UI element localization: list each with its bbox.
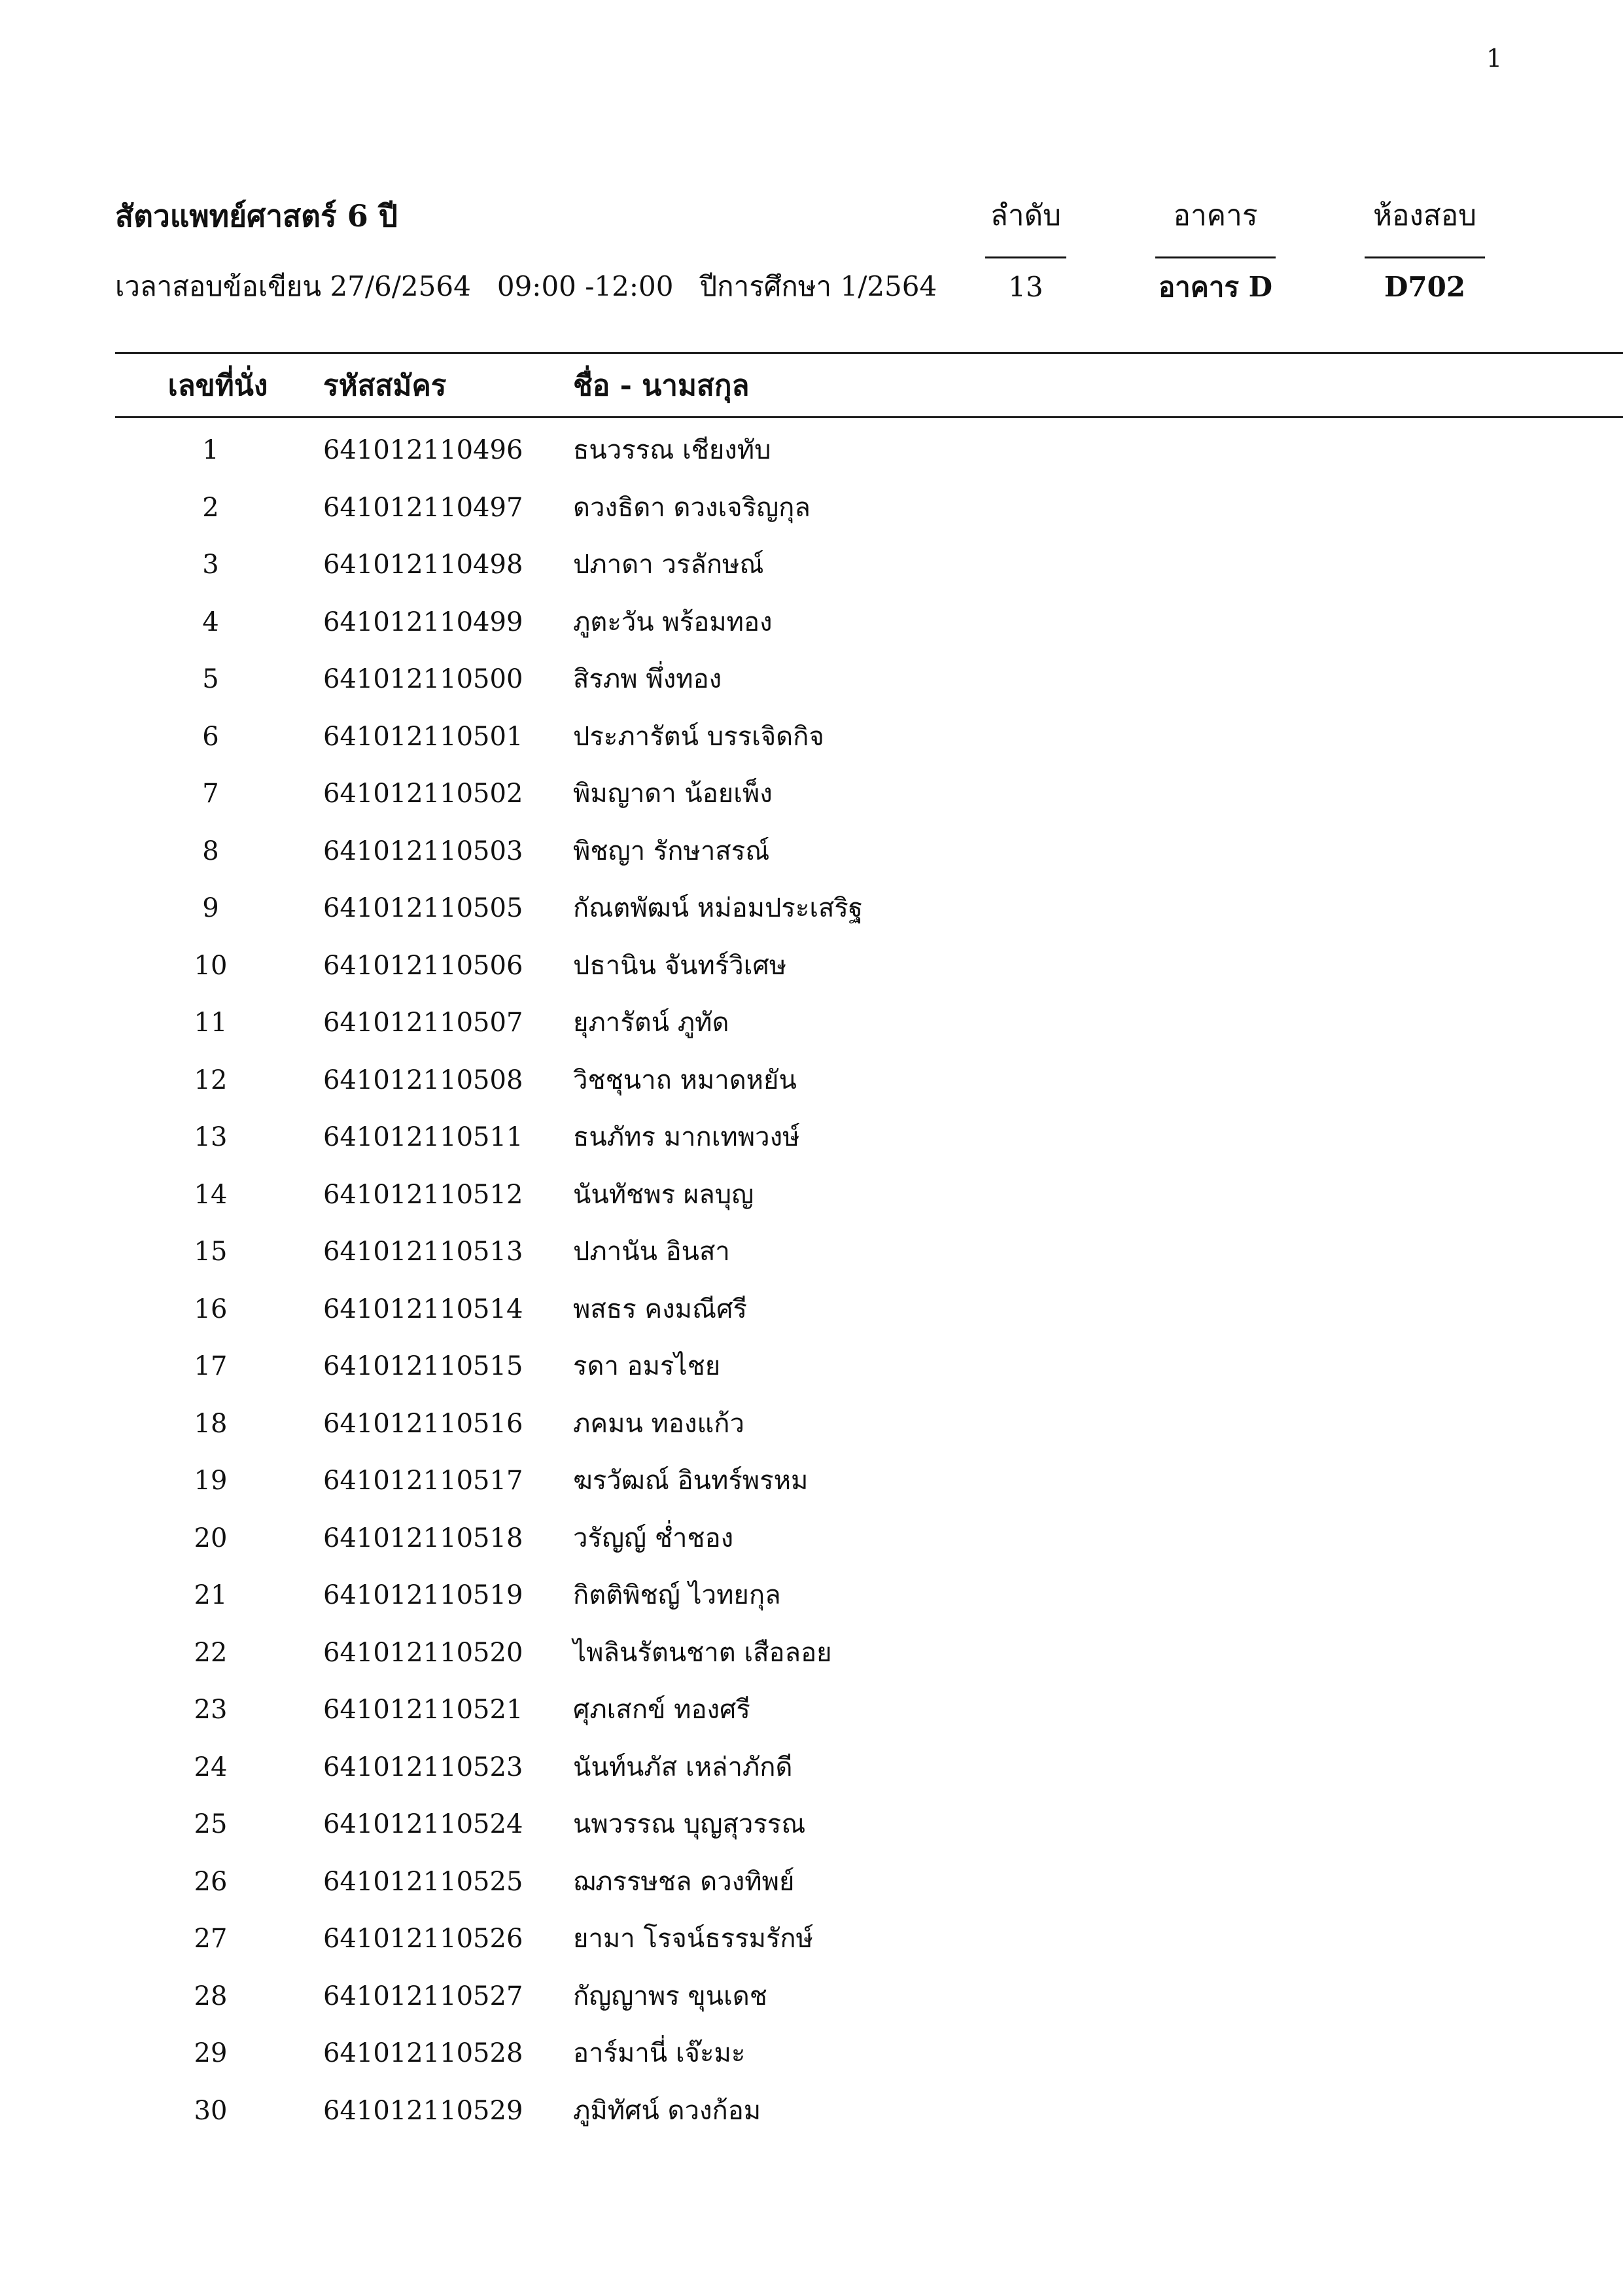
order-label: ลำดับ	[990, 199, 1062, 232]
seat-number: 15	[194, 1237, 228, 1267]
applicant-name: นพวรรณ บุญสุวรรณ	[573, 1809, 806, 1839]
table-row	[0, 775, 1623, 833]
seat-number: 3	[202, 550, 219, 580]
applicant-id: 641012110520	[323, 1637, 523, 1668]
applicant-id: 641012110527	[323, 1981, 523, 2011]
seat-number: 13	[194, 1122, 228, 1152]
applicant-id: 641012110529	[323, 2095, 523, 2126]
applicant-name: วรัญญ์ ช่ำชอง	[573, 1523, 734, 1553]
applicant-id: 641012110498	[323, 550, 523, 580]
seat-number: 28	[194, 1981, 228, 2011]
table-row	[0, 1462, 1623, 1520]
page-number: 1	[1486, 44, 1503, 73]
applicant-name: ไพลินรัตนชาต เสือลอย	[573, 1637, 832, 1668]
column-header-applicant-id: รหัสสมัคร	[323, 369, 447, 402]
seat-number: 27	[194, 1924, 228, 1954]
applicant-id: 641012110519	[323, 1580, 523, 1610]
applicant-name: ภคมน ทองแก้ว	[573, 1408, 744, 1439]
table-row	[0, 1520, 1623, 1578]
applicant-name: ยุภารัตน์ ภูทัด	[573, 1008, 729, 1038]
order-value: 13	[1008, 271, 1043, 303]
table-row	[0, 947, 1623, 1005]
applicant-id: 641012110521	[323, 1695, 523, 1725]
table-header-rule	[115, 416, 1623, 418]
table-row	[0, 1691, 1623, 1749]
table-row	[0, 1920, 1623, 1978]
applicant-name: ปภาดา วรลักษณ์	[573, 550, 764, 580]
seat-number: 5	[202, 664, 219, 694]
table-row	[0, 604, 1623, 662]
applicant-name: ฆรวัฒณ์ อินทร์พรหม	[573, 1466, 809, 1496]
seat-number: 6	[202, 721, 219, 752]
applicant-name: วิชชุนาถ หมาดหยัน	[573, 1065, 797, 1095]
table-row	[0, 890, 1623, 947]
seat-number: 26	[194, 1866, 228, 1897]
building-info	[1137, 196, 1294, 307]
table-row	[0, 1806, 1623, 1863]
table-row	[0, 1749, 1623, 1807]
table-row	[0, 1634, 1623, 1692]
table-row	[0, 718, 1623, 776]
seat-number: 22	[194, 1637, 228, 1668]
applicant-id: 641012110512	[323, 1179, 523, 1210]
room-label: ห้องสอบ	[1372, 199, 1477, 232]
applicant-id: 641012110496	[323, 435, 523, 465]
applicant-name: กิตติพิชญ์ ไวทยกุล	[573, 1580, 781, 1610]
table-row	[0, 1405, 1623, 1463]
seat-number: 20	[194, 1523, 228, 1553]
seat-number: 24	[194, 1752, 228, 1782]
applicant-name: กัญญาพร ขุนเดช	[573, 1981, 767, 2011]
table-row	[0, 489, 1623, 547]
applicant-id: 641012110517	[323, 1466, 523, 1496]
table-body	[0, 432, 1623, 2149]
applicant-name: กัณตพัฒน์ หม่อมประเสริฐ	[573, 893, 863, 923]
applicant-id: 641012110508	[323, 1065, 523, 1095]
applicant-name: นันท์นภัส เหล่าภักดี	[573, 1752, 793, 1782]
applicant-id: 641012110511	[323, 1122, 523, 1152]
order-underline	[985, 256, 1066, 258]
table-row	[0, 661, 1623, 718]
applicant-id: 641012110528	[323, 2038, 523, 2068]
applicant-id: 641012110524	[323, 1809, 523, 1839]
table-row	[0, 1978, 1623, 2036]
table-row	[0, 833, 1623, 891]
applicant-name: ธนภัทร มากเทพวงษ์	[573, 1122, 800, 1152]
applicant-name: ศุภเสกข์ ทองศรี	[573, 1695, 750, 1725]
seat-number: 30	[194, 2095, 228, 2126]
seat-number: 12	[194, 1065, 228, 1095]
table-row	[0, 546, 1623, 604]
applicant-id: 641012110526	[323, 1924, 523, 1954]
seat-number: 17	[194, 1351, 228, 1381]
applicant-name: ปภานัน อินสา	[573, 1237, 730, 1267]
column-header-seat: เลขที่นั่ง	[167, 369, 268, 402]
table-row	[0, 1062, 1623, 1120]
applicant-name: พิมญาดา น้อยเพ็ง	[573, 779, 773, 809]
seat-number: 25	[194, 1809, 228, 1839]
applicant-id: 641012110497	[323, 492, 523, 523]
applicant-name: ธนวรรณ เชียงทับ	[573, 435, 771, 465]
applicant-id: 641012110502	[323, 779, 523, 809]
applicant-id: 641012110516	[323, 1408, 523, 1439]
applicant-name: สิรภพ พึ่งทอง	[573, 664, 722, 694]
applicant-name: ภูมิทัศน์ ดวงก้อม	[573, 2095, 761, 2126]
applicant-name: พิชญา รักษาสรณ์	[573, 836, 770, 866]
seat-number: 8	[202, 836, 219, 866]
table-top-rule	[115, 352, 1623, 354]
seat-number: 18	[194, 1408, 228, 1439]
table-row	[0, 2093, 1623, 2150]
room-underline	[1365, 256, 1485, 258]
applicant-id: 641012110518	[323, 1523, 523, 1553]
table-row	[0, 1348, 1623, 1405]
applicant-name: พสธร คงมณีศรี	[573, 1294, 748, 1324]
table-row	[0, 1119, 1623, 1176]
seat-number: 11	[194, 1008, 228, 1038]
applicant-name: ดวงธิดา ดวงเจริญกุล	[573, 492, 811, 523]
applicant-id: 641012110501	[323, 721, 523, 752]
seat-number: 19	[194, 1466, 228, 1496]
seat-number: 16	[194, 1294, 228, 1324]
applicant-name: ประภารัตน์ บรรเจิดกิจ	[573, 721, 824, 752]
table-row	[0, 432, 1623, 489]
applicant-name: ภูตะวัน พร้อมทอง	[573, 607, 773, 637]
order-info	[967, 196, 1085, 307]
applicant-name: นันทัชพร ผลบุญ	[573, 1179, 754, 1210]
program-title: สัตวแพทย์ศาสตร์ 6 ปี	[115, 198, 398, 234]
seat-number: 1	[202, 435, 219, 465]
applicant-id: 641012110523	[323, 1752, 523, 1782]
seat-number: 23	[194, 1695, 228, 1725]
seat-number: 4	[202, 607, 219, 637]
column-header-name: ชื่อ - นามสกุล	[573, 369, 750, 402]
table-row	[0, 1004, 1623, 1062]
seat-number: 29	[194, 2038, 228, 2068]
applicant-id: 641012110503	[323, 836, 523, 866]
building-value: อาคาร D	[1158, 271, 1273, 303]
table-row	[0, 1577, 1623, 1634]
table-header	[0, 366, 1623, 406]
applicant-id: 641012110525	[323, 1866, 523, 1897]
seat-number: 10	[194, 950, 228, 981]
applicant-id: 641012110505	[323, 893, 523, 923]
applicant-id: 641012110507	[323, 1008, 523, 1038]
table-row	[0, 1176, 1623, 1234]
applicant-name: ฌภรรษชล ดวงทิพย์	[573, 1866, 795, 1897]
applicant-name: ยามา โรจน์ธรรมรักษ์	[573, 1924, 814, 1954]
applicant-name: ปธานิน จันทร์วิเศษ	[573, 950, 787, 981]
seat-number: 14	[194, 1179, 228, 1210]
applicant-name: รดา อมรไชย	[573, 1351, 721, 1381]
building-label: อาคาร	[1173, 199, 1258, 232]
applicant-id: 641012110515	[323, 1351, 523, 1381]
building-underline	[1155, 256, 1276, 258]
room-value: D702	[1384, 271, 1466, 303]
applicant-id: 641012110514	[323, 1294, 523, 1324]
applicant-id: 641012110506	[323, 950, 523, 981]
applicant-name: อาร์มานี่ เจ๊ะมะ	[573, 2038, 746, 2068]
applicant-id: 641012110513	[323, 1237, 523, 1267]
table-row	[0, 1291, 1623, 1349]
table-row	[0, 1863, 1623, 1921]
exam-time: เวลาสอบข้อเขียน 27/6/2564 09:00 -12:00 ปีการศึกษา 1/2564	[115, 270, 937, 302]
table-row	[0, 2035, 1623, 2093]
applicant-id: 641012110499	[323, 607, 523, 637]
seat-number: 21	[194, 1580, 228, 1610]
seat-number: 7	[202, 779, 219, 809]
room-info	[1346, 196, 1503, 307]
seat-number: 9	[202, 893, 219, 923]
applicant-id: 641012110500	[323, 664, 523, 694]
table-row	[0, 1233, 1623, 1291]
seat-number: 2	[202, 492, 219, 523]
